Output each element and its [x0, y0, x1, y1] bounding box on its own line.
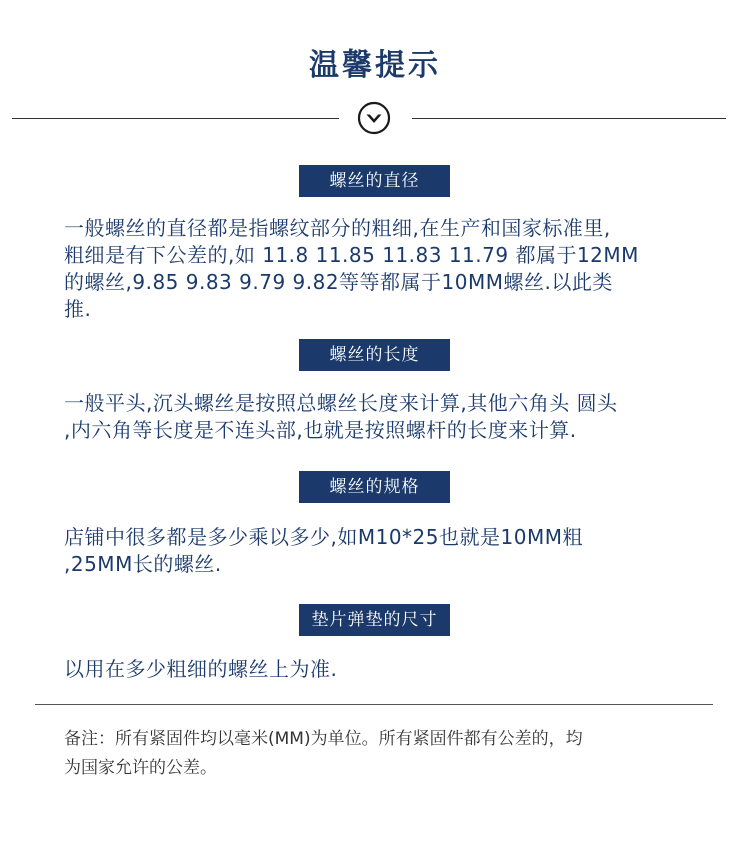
section-label-length: 螺丝的长度	[299, 339, 450, 371]
section-label-diameter: 螺丝的直径	[299, 165, 450, 197]
section-label-spec: 螺丝的规格	[299, 471, 450, 503]
divider-left	[12, 118, 339, 119]
chevron-down-circle-icon	[357, 101, 391, 135]
section-label-washer: 垫片弹垫的尺寸	[299, 604, 450, 636]
section-text-length: 一般平头,沉头螺丝是按照总螺丝长度来计算,其他六角头 圆头 ,内六角等长度是不连头部,也就是按照螺杆的长度来计算.	[64, 391, 618, 442]
section-text-spec: 店铺中很多都是多少乘以多少,如M10*25也就是10MM粗 ,25MM长的螺丝.	[64, 525, 583, 576]
section-text-diameter: 一般螺丝的直径都是指螺纹部分的粗细,在生产和国家标准里, 粗细是有下公差的,如 11.8 11.85 11.83 11.79 都属于12MM 的螺丝,9.85 9.83 9.79 9.82等等都属于10MM螺丝.以此类 推.	[64, 216, 639, 321]
divider-right	[412, 118, 726, 119]
page-title: 温馨提示	[309, 48, 441, 83]
footer-note: 备注：所有紧固件均以毫米(MM)为单位。所有紧固件都有公差的，均 为国家允许的公差。	[64, 729, 583, 778]
footer-divider	[35, 704, 713, 705]
section-text-washer: 以用在多少粗细的螺丝上为准.	[64, 657, 338, 681]
